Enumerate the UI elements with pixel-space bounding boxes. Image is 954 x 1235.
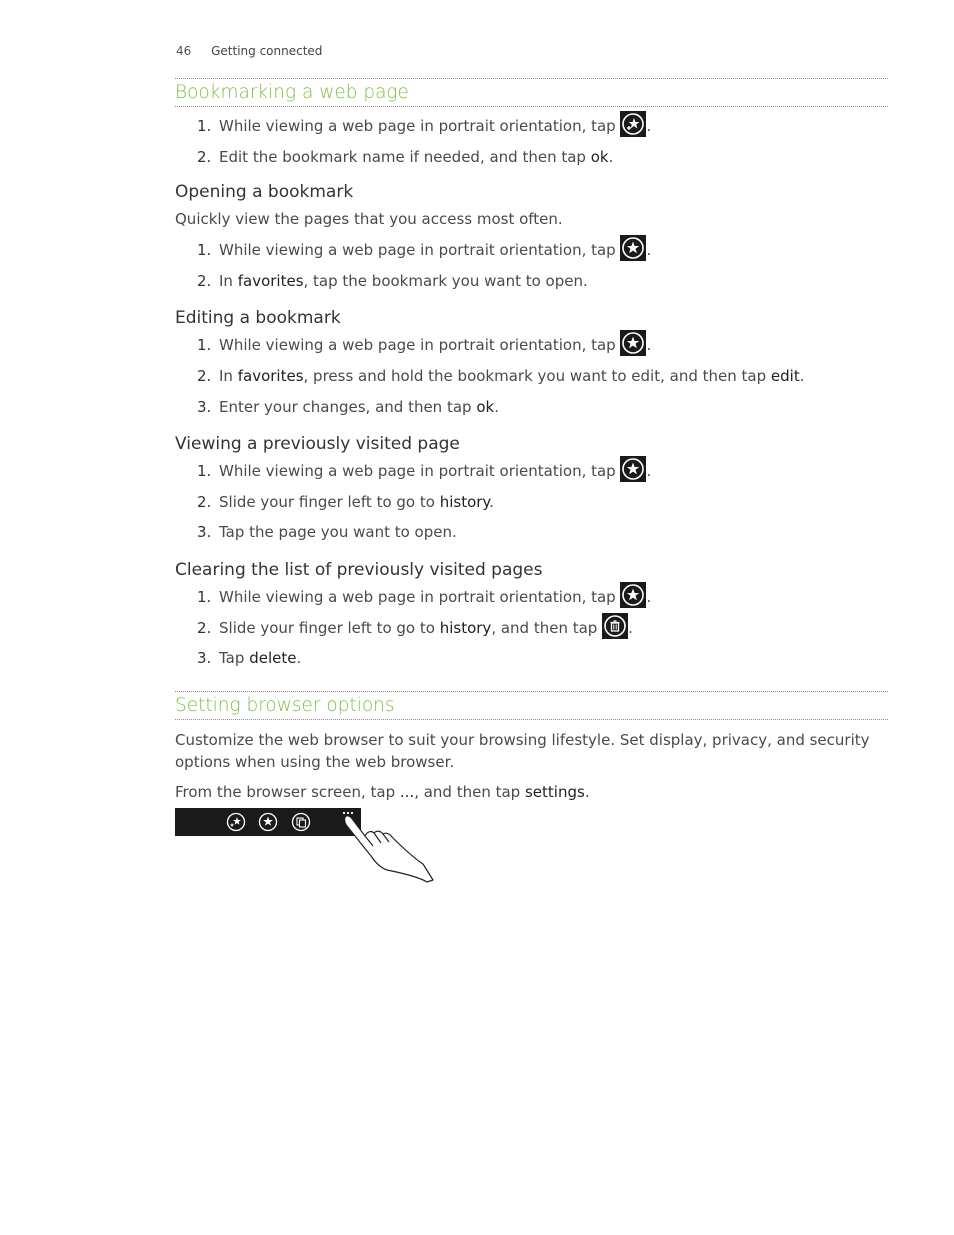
favorites-icon — [620, 235, 646, 261]
editing-steps — [175, 334, 888, 418]
list-item: 1. While viewing a web page in portrait orientation, tap . — [175, 115, 888, 137]
favorites-icon — [620, 330, 646, 356]
add-favorite-icon — [620, 111, 646, 137]
page-header — [176, 44, 322, 58]
options-intro: Customize the web browser to suit your browsing lifestyle. Set display, privacy, and security options when using the web browser. — [175, 731, 870, 771]
list-item: 2. Edit the bookmark name if needed, and then tap ok. — [197, 148, 614, 166]
list-item: 1. While viewing a web page in portrait orientation, tap . — [175, 460, 888, 482]
subhead-opening: Opening a bookmark — [175, 182, 354, 202]
more-icon — [343, 812, 353, 814]
options-instruction: From the browser screen, tap ..., and then tap settings. — [175, 783, 590, 801]
favorites-icon — [620, 456, 646, 482]
section-opening — [175, 181, 888, 292]
section-viewing — [175, 433, 888, 543]
section-title-options: Setting browser options — [175, 691, 888, 720]
list-item: 2. In favorites, press and hold the bookmark you want to edit, and then tap edit. — [197, 367, 805, 385]
opening-intro: Quickly view the pages that you access most often. — [175, 210, 563, 228]
section-title-bookmarking: Bookmarking a web page — [175, 78, 888, 107]
list-item: 3. Enter your changes, and then tap ok. — [197, 398, 499, 416]
list-item: 2. Slide your finger left to go to history. — [197, 493, 494, 511]
section-editing — [175, 307, 888, 418]
clearing-steps — [175, 586, 888, 669]
list-item: 3. Tap the page you want to open. — [197, 523, 457, 541]
subhead-editing: Editing a bookmark — [175, 308, 341, 328]
hand-icon — [345, 816, 433, 882]
list-item: 1. While viewing a web page in portrait orientation, tap . — [175, 239, 888, 261]
favorites-icon — [620, 582, 646, 608]
section-options — [175, 691, 888, 803]
page-number: 46 — [176, 44, 192, 58]
opening-steps — [175, 239, 888, 292]
trash-icon — [602, 613, 628, 639]
viewing-steps — [175, 460, 888, 543]
bookmarking-steps — [175, 115, 888, 168]
list-item: 2. In favorites, tap the bookmark you want to open. — [197, 272, 588, 290]
list-item: 2. Slide your finger left to go to history, and then tap . — [175, 617, 888, 639]
section-bookmarking — [175, 78, 888, 168]
chapter-title: Getting connected — [211, 44, 323, 58]
list-item: 1. While viewing a web page in portrait orientation, tap . — [175, 334, 888, 356]
section-clearing — [175, 559, 888, 669]
browser-toolbar-illustration — [175, 806, 435, 886]
subhead-viewing: Viewing a previously visited page — [175, 434, 460, 454]
list-item: 3. Tap delete. — [197, 649, 302, 667]
list-item: 1. While viewing a web page in portrait orientation, tap . — [175, 586, 888, 608]
subhead-clearing: Clearing the list of previously visited pages — [175, 560, 543, 580]
